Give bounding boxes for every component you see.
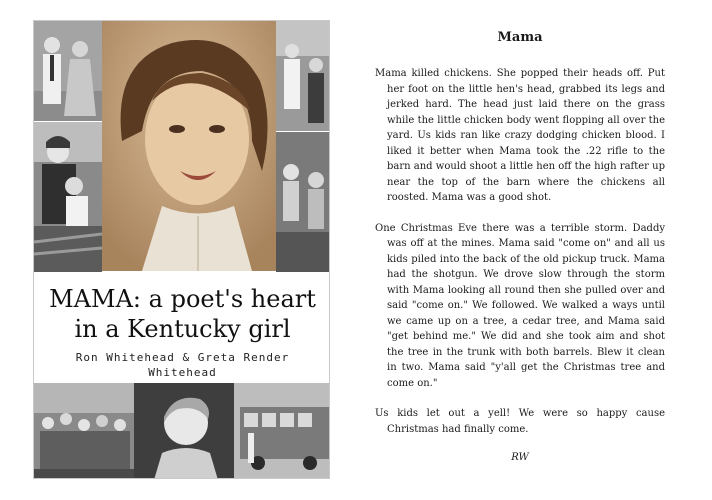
cover-photo-family-group [34, 383, 134, 479]
author-signature: RW [511, 452, 529, 463]
cover-photo-children [276, 132, 330, 272]
cover-authors: Ron Whitehead & Greta Render Whitehead [75, 351, 290, 379]
cover-photo-bus [234, 383, 330, 479]
cover-photo-couple [34, 21, 102, 121]
cover-title-band [34, 272, 330, 383]
poem-paragraph: Us kids let out a yell! We were so happy cause Christmas had finally come. [375, 408, 665, 435]
cover-photo-toddler [134, 383, 234, 479]
cover-title: MAMA: a poet's heart in a Kentucky girl [49, 285, 316, 343]
cover-photo-men [276, 21, 330, 131]
page-title: Mama [497, 30, 543, 45]
cover-main-portrait [102, 21, 276, 271]
book-cover [33, 20, 330, 479]
poem-paragraph: One Christmas Eve there was a terrible storm. Daddy was off at the mines. Mama said "come on" and all us kids piled into the back of the old pickup truck. Mama had the shotgun. We drove slow through the storm with Mama looking all round then she pulled over and said "come on." We followed. We walked a ways until we came up on a tree, a cedar tree, and Mama said "get behind me." We did and she took aim and shot the tree in the trunk with both barrels. Blew it clean in two. Mama said "y'all get the Christmas tree and come on." [375, 222, 665, 389]
poem-paragraph: Mama killed chickens. She popped their heads off. Put her foot on the little hen's head, grabbed its legs and jerked hard. The head just laid there on the grass while the little chicken body went flopping all over the yard. Us kids ran like crazy dodging chicken blood. I liked it better when Mama took the .22 rifle to the barn and would shoot a little hen off the high rafter up near the top of the barn where the chickens all roosted. Mama was a good shot. [375, 68, 665, 203]
cover-photo-mother-child [34, 122, 102, 272]
poem-page [375, 30, 665, 480]
